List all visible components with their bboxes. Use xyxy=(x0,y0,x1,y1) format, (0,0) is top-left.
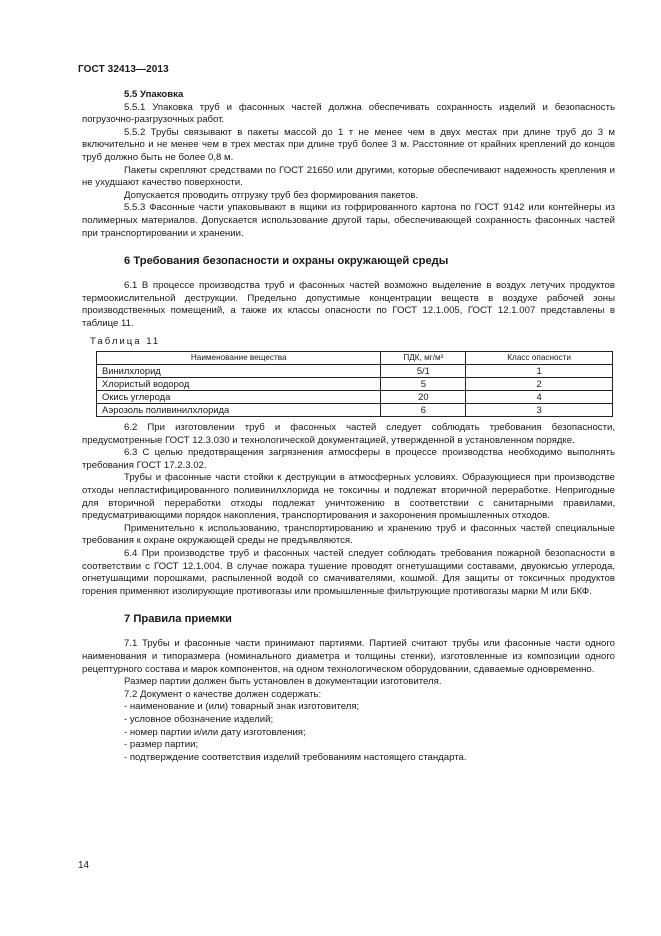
paragraph-5-5-2-fastening: Пакеты скрепляют средствами по ГОСТ 21650 или другими, которые обеспечивают надежность крепления и не ухудшают качество поверхности. xyxy=(82,164,615,189)
table-cell: Хлористый водород xyxy=(97,378,381,391)
paragraph-6-2: 6.2 При изготовлении труб и фасонных частей следует соблюдать требования безопасности, предусмотренные ГОСТ 12.3.030 и технологической документацией, утвержденной в установленном порядке. xyxy=(82,422,615,446)
subsection-title-5-5: 5.5 Упаковка xyxy=(124,89,184,100)
list-item: - условное обозначение изделий; xyxy=(124,713,274,725)
section-title-7: 7 Правила приемки xyxy=(124,613,232,626)
table-cell: 6 xyxy=(381,404,466,417)
table-cell: Окись углерода xyxy=(97,391,381,404)
table-cell: 20 xyxy=(381,391,466,404)
paragraph-5-5-2-shipping: Допускается проводить отгрузку труб без формирования пакетов. xyxy=(124,189,419,201)
page-number: 14 xyxy=(78,860,90,871)
table-cell: 1 xyxy=(466,365,613,378)
table-row xyxy=(97,391,613,404)
paragraph-7-2: 7.2 Документ о качестве должен содержать: xyxy=(124,688,322,700)
paragraph-6-1: 6.1 В процессе производства труб и фасонных частей возможно выделение в воздух летучих продуктов термоокислительной деструкции. Предельно допустимые концентрации веществ в воздухе рабочей зоны производственных помещений, а также их классы опасности по ГОСТ 12.1.005, ГОСТ 12.1.007 представлены в таблице 11. xyxy=(82,280,615,329)
table-row xyxy=(97,378,613,391)
quality-document-list xyxy=(82,701,615,764)
table-cell: Аэрозоль поливинилхлорида xyxy=(97,404,381,417)
table-header-cell: ПДК, мг/м³ xyxy=(381,352,466,365)
section-title-6: 6 Требования безопасности и охраны окружающей среды xyxy=(124,255,449,268)
table-cell: 5 xyxy=(381,378,466,391)
document-header: ГОСТ 32413—2013 xyxy=(78,64,169,75)
table-row xyxy=(97,404,613,417)
paragraph-5-5-3: 5.5.3 Фасонные части упаковывают в ящики из гофрированного картона по ГОСТ 9142 или контейнеры из полимерных материалов. Допускается использование другой тары, обеспечивающей сохранность фасонных частей при транспортировании и хранении. xyxy=(82,202,615,239)
table-caption: Таблица 11 xyxy=(90,335,161,347)
table-cell: 3 xyxy=(466,404,613,417)
paragraph-6-3-environment: Применительно к использованию, транспортированию и хранению труб и фасонных частей специальные требования к охране окружающей среды не предъявляются. xyxy=(82,522,615,547)
paragraph-5-5-2: 5.5.2 Трубы связывают в пакеты массой до 1 т не менее чем в двух местах при длине труб до 3 м включительно и не менее чем в трех местах при длине труб более 3 м. Расстояние от крайних креплений до концов труб должно быть не более 0,8 м. xyxy=(82,126,615,163)
table-cell: 2 xyxy=(466,378,613,391)
table-row xyxy=(97,365,613,378)
list-item: - подтверждение соответствия изделий требованиям настоящего стандарта. xyxy=(124,751,467,763)
table-11 xyxy=(96,351,613,417)
paragraph-6-3-waste: Трубы и фасонные части стойки к деструкции в атмосферных условиях. Образующиеся при производстве отходы непластифицированного поливинилхлорида не токсичны и подлежат вторичной переработке. Непригодные для вторичной переработки отходы подлежат уничтожению в соответствии с санитарными правилами, предусматривающими порядок накопления, транспортирования и захоронения промышленных отходов. xyxy=(82,472,615,522)
page-body xyxy=(82,89,615,764)
paragraph-5-5-1: 5.5.1 Упаковка труб и фасонных частей должна обеспечивать сохранность изделий и безопасность погрузочно-разгрузочных работ. xyxy=(82,101,615,126)
table-cell: 5/1 xyxy=(381,365,466,378)
paragraph-6-4: 6.4 При производстве труб и фасонных частей следует соблюдать требования пожарной безопасности в соответствии с ГОСТ 12.1.004. В случае пожара тушение проводят огнетушащими составами, двуокисью углерода, огнетушащими порошками, распыленной водой со смачивателями, кошмой. Для защиты от токсичных продуктов горения применяют изолирующие противогазы или промышленные фильтрующие противогазы марки М или БКФ. xyxy=(82,548,615,597)
table-header-row xyxy=(97,352,613,365)
paragraph-7-1-batch-size: Размер партии должен быть установлен в документации изготовителя. xyxy=(124,676,442,688)
list-item: - размер партии; xyxy=(124,739,199,751)
paragraph-7-1: 7.1 Трубы и фасонные части принимают партиями. Партией считают трубы или фасонные части одного наименования и типоразмера (номинального диаметра и толщины стенки), изготовленные из композиции одного рецептурного состава и марок компонентов, на одном технологическом оборудовании, сдаваемые одновременно. xyxy=(82,638,615,675)
paragraph-6-3: 6.3 С целью предотвращения загрязнения атмосферы в процессе производства необходимо выполнять требования ГОСТ 17.2.3.02. xyxy=(82,447,615,471)
list-item: - наименование и (или) товарный знак изготовителя; xyxy=(124,701,360,713)
list-item: - номер партии и/или дату изготовления; xyxy=(124,726,306,738)
table-header-cell: Наименование вещества xyxy=(97,352,381,365)
table-header-cell: Класс опасности xyxy=(466,352,613,365)
table-cell: 4 xyxy=(466,391,613,404)
table-cell: Винилхлорид xyxy=(97,365,381,378)
